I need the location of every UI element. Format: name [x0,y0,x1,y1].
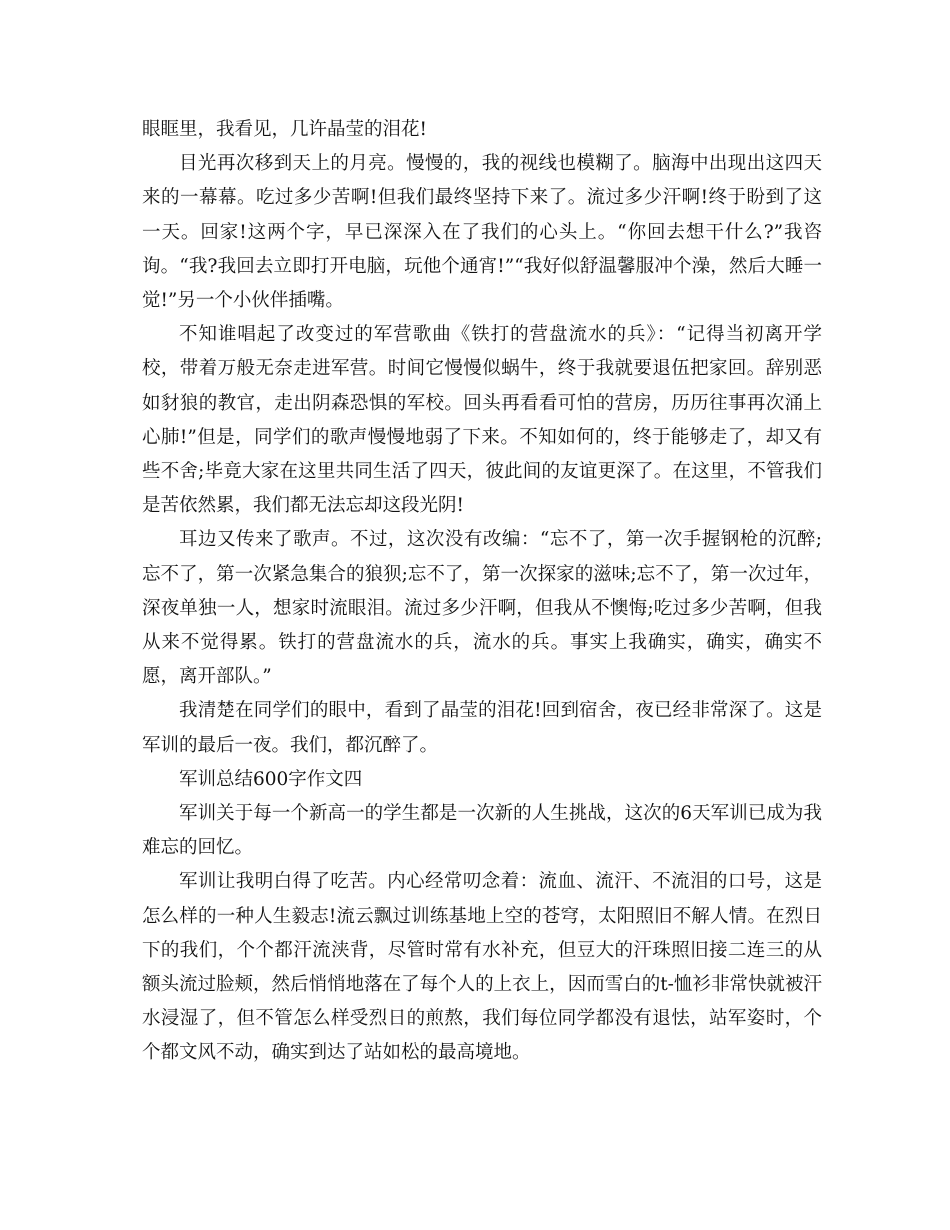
paragraph-last-night: 我清楚在同学们的眼中，看到了晶莹的泪花!回到宿舍，夜已经非常深了。这是军训的最后一夜。我们，都沉醉了。 [142,700,822,756]
paragraph-hardship: 军训让我明白得了吃苦。内心经常叨念着：流血、流汗、不流泪的口号，这是怎么样的一种人生毅志!流云飘过训练基地上空的苍穹，太阳照旧不解人情。在烈日下的我们，个个都汗流浃背，尽管时常有水补充，但豆大的汗珠照旧接二连三的从额头流过脸颊，然后悄悄地落在了每个人的上衣上，因而雪白的t-恤衫非常快就被汗水浸湿了，但不管怎么样受烈日的煎熬，我们每位同学都没有退怯，站军姿时，个个都文风不动，确实到达了站如松的最高境地。 [142,871,822,1064]
paragraph-intro-four: 军训关于每一个新高一的学生都是一次新的人生挑战，这次的6天军训已成为我难忘的回忆。 [142,803,822,859]
paragraph-song-original: 耳边又传来了歌声。不过，这次没有改编：“忘不了，第一次手握钢枪的沉醉;忘不了，第一次紧急集合的狼狈;忘不了，第一次探家的滋味;忘不了，第一次过年，深夜单独一人，想家时流眼泪。流过多少汗啊，但我从不懊悔;吃过多少苦啊，但我从来不觉得累。铁打的营盘流水的兵，流水的兵。事实上我确实，确实，确实不愿，离开部队。” [142,529,822,688]
document-body [142,113,822,1071]
section-heading: 军训总结600字作文四 [179,768,363,790]
paragraph-moon: 目光再次移到天上的月亮。慢慢的，我的视线也模糊了。脑海中出现出这四天来的一幕幕。吃过多少苦啊!但我们最终坚持下来了。流过多少汗啊!终于盼到了这一天。回家!这两个字，早已深深入在了我们的心头上。“你回去想干什么?”我咨询。“我?我回去立即打开电脑，玩他个通宵!”“我好似舒温馨服冲个澡，然后大睡一觉!”另一个小伙伴插嘴。 [142,153,822,312]
paragraph-song-modified: 不知谁唱起了改变过的军营歌曲《铁打的营盘流水的兵》：“记得当初离开学校，带着万般无奈走进军营。时间它慢慢似蜗牛，终于我就要退伍把家回。辞别恶如豺狼的教官，走出阴森恐惧的军校。回头再看看可怕的营房，历历往事再次涌上心肺!”但是，同学们的歌声慢慢地弱了下来。不知如何的，终于能够走了，却又有些不舍;毕竟大家在这里共同生活了四天，彼此间的友谊更深了。在这里，不管我们是苦依然累，我们都无法忘却这段光阴! [142,324,822,517]
paragraph-continuation: 眼眶里，我看见，几许晶莹的泪花! [142,119,427,140]
